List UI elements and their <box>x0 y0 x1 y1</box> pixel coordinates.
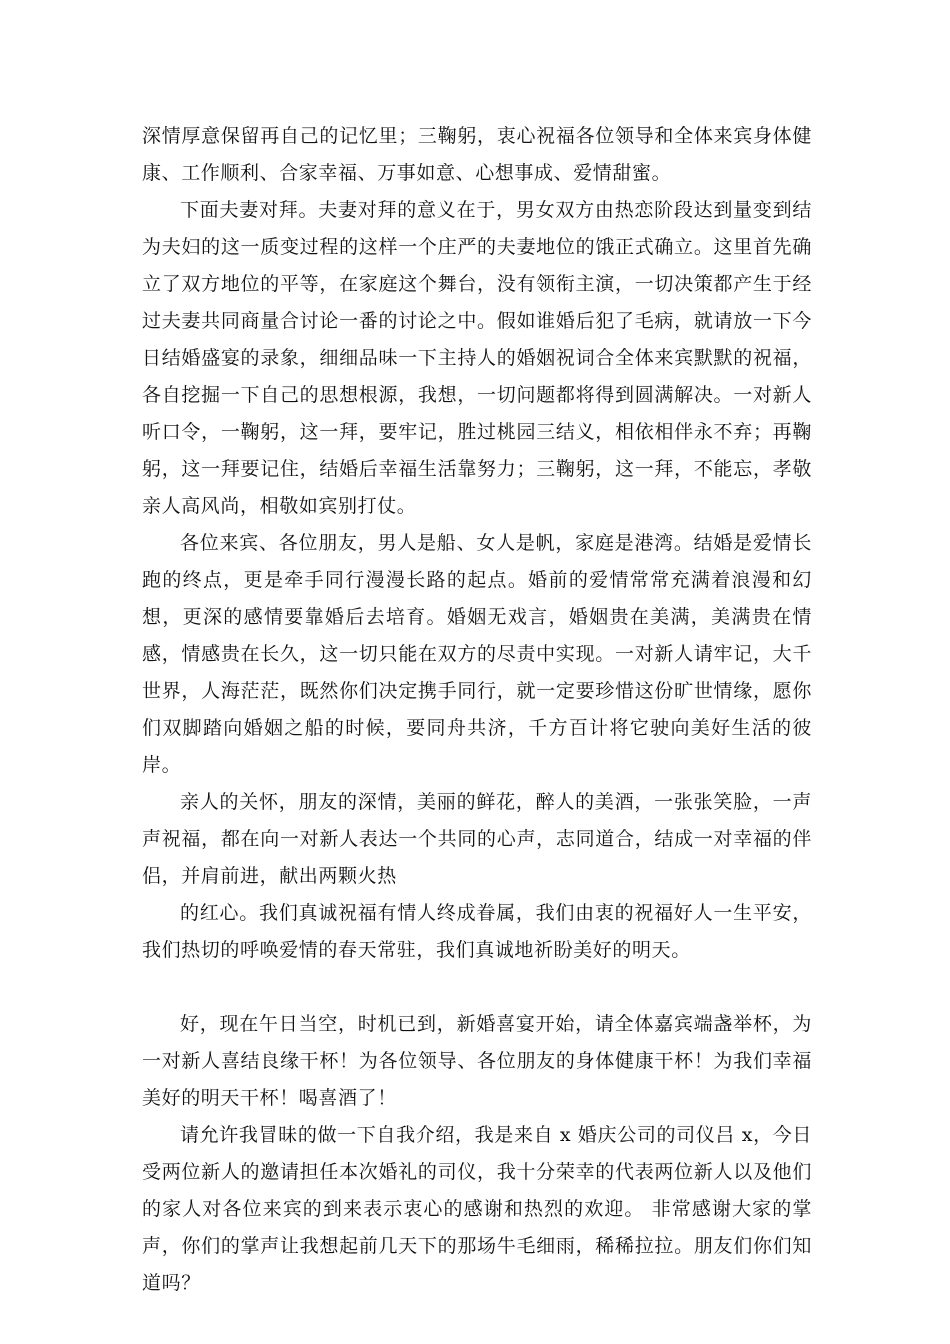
paragraph-toast: 好，现在午日当空，时机已到，新婚喜宴开始，请全体嘉宾端盏举杯，为一对新人喜结良缘干杯！为各位领导、各位朋友的身体健康干杯！为我们幸福美好的明天干杯！喝喜酒了！ <box>142 1013 812 1109</box>
paragraph-guests: 各位来宾、各位朋友，男人是船、女人是帆，家庭是港湾。结婚是爱情长跑的终点，更是牵手同行漫漫长路的起点。婚前的爱情常常充满着浪漫和幻想，更深的感情要靠婚后去培育。婚姻无戏言，婚姻贵在美满，美满贵在情感，情感贵在长久，这一切只能在双方的尽责中实现。一对新人请牢记，大千世界，人海茫茫，既然你们决定携手同行，就一定要珍惜这份旷世情缘，愿你们双脚踏向婚姻之船的时候，要同舟共济，千方百计将它驶向美好生活的彼岸。 <box>142 532 812 776</box>
paragraph-introduction: 请允许我冒昧的做一下自我介绍，我是来自 x 婚庆公司的司仪吕 x，今日受两位新人的邀请担任本次婚礼的司仪，我十分荣幸的代表两位新人以及他们的家人对各位来宾的到来表示衷心的感谢和热烈的欢迎。 非常感谢大家的掌声，你们的掌声让我想起前几天下的那场牛毛细雨，稀稀拉拉。朋友们你们知道吗？ <box>142 1124 812 1294</box>
paragraph-gap <box>142 969 812 1006</box>
paragraph-blessing: 亲人的关怀，朋友的深情，美丽的鲜花，醉人的美酒，一张张笑脸，一声声祝福，都在向一对新人表达一个共同的心声，志同道合，结成一对幸福的伴侣，并肩前进，献出两颗火热 <box>142 791 812 887</box>
paragraph-heart: 的红心。我们真诚祝福有情人终成眷属，我们由衷的祝福好人一生平安，我们热切的呼唤爱情的春天常驻，我们真诚地祈盼美好的明天。 <box>142 902 812 961</box>
document-body <box>142 118 812 1302</box>
paragraph-bowing: 下面夫妻对拜。夫妻对拜的意义在于，男女双方由热恋阶段达到量变到结为夫妇的这一质变过程的这样一个庄严的夫妻地位的饿正式确立。这里首先确立了双方地位的平等，在家庭这个舞台，没有领衔主演，一切决策都产生于经过夫妻共同商量合讨论一番的讨论之中。假如谁婚后犯了毛病，就请放一下今日结婚盛宴的录象，细细品味一下主持人的婚姻祝词合全体来宾默默的祝福，各自挖掘一下自己的思想根源，我想，一切问题都将得到圆满解决。一对新人听口令，一鞠躬，这一拜，要牢记，胜过桃园三结义，相依相伴永不弃；再鞠躬，这一拜要记住，结婚后幸福生活靠努力；三鞠躬，这一拜，不能忘，孝敬亲人高风尚，相敬如宾别打仗。 <box>142 199 812 517</box>
paragraph-continued: 深情厚意保留再自己的记忆里；三鞠躬，衷心祝福各位领导和全体来宾身体健康、工作顺利、合家幸福、万事如意、心想事成、爱情甜蜜。 <box>142 125 812 184</box>
